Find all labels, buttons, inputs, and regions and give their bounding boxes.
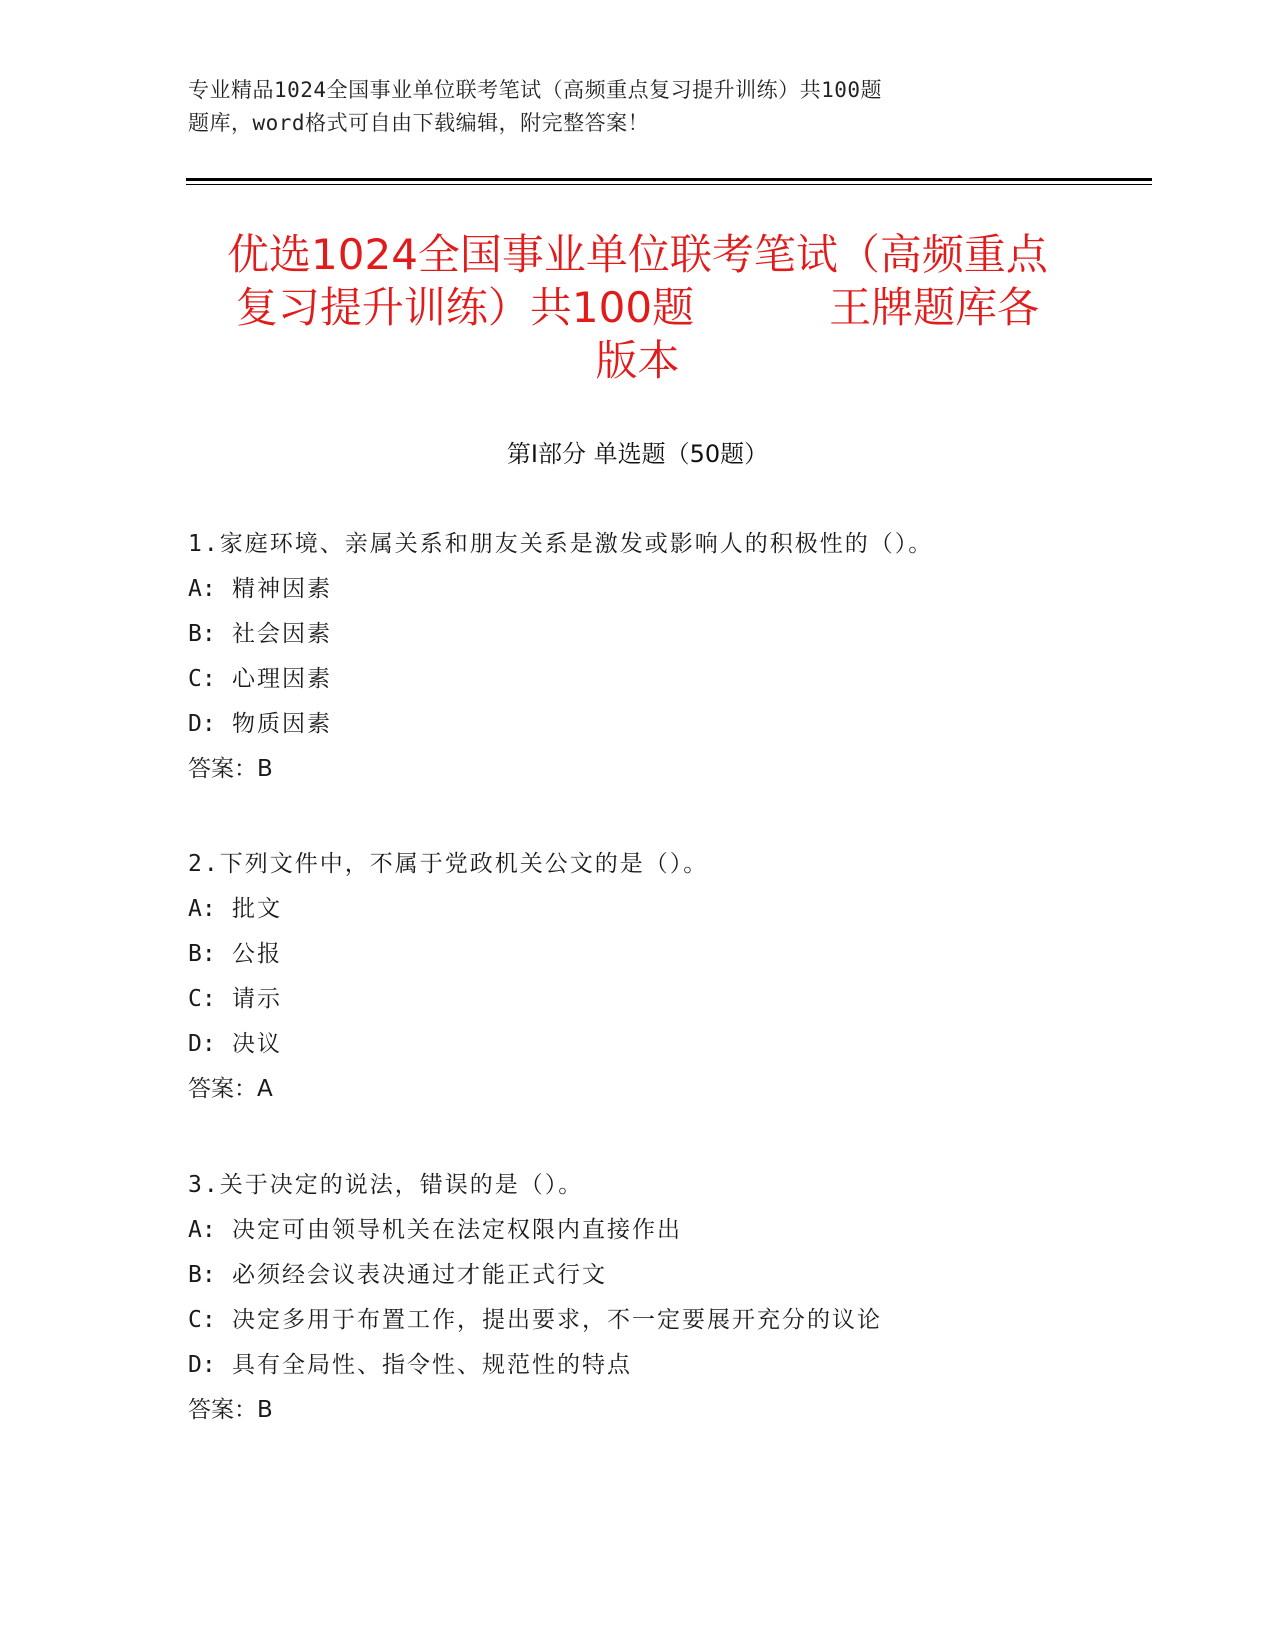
option-letter: D: [188,711,216,737]
title-line-3: 版本 [595,336,680,385]
option-text: 具有全局性、指令性、规范性的特点 [232,1352,632,1378]
option-c [188,1298,1148,1343]
option-c [188,657,1148,702]
header-note-line-2: 题库，word格式可自由下载编辑，附完整答案！ [188,111,650,135]
title-line-2-part-1: 复习提升训练）共100题 [235,283,695,332]
question-stem: 2.下列文件中，不属于党政机关公文的是（）。 [188,851,709,877]
header-note-line-1: 专业精品1024全国事业单位联考笔试（高频重点复习提升训练）共100题 [188,78,882,102]
option-a [188,887,1148,932]
option-text: 必须经会议表决通过才能正式行文 [232,1262,607,1288]
option-letter: D: [188,1352,216,1378]
option-b [188,612,1148,657]
option-a [188,1208,1148,1253]
header-rule-thin [186,184,1152,185]
answer: 答案：B [188,1397,273,1423]
option-b [188,932,1148,977]
question-3 [188,1163,1148,1433]
question-1 [188,522,1148,792]
section-title: 第Ⅰ部分 单选题（50题） [506,440,769,468]
document-title [150,228,1125,387]
option-text: 决定多用于布置工作，提出要求，不一定要展开充分的议论 [232,1307,882,1333]
option-text: 请示 [232,986,282,1012]
option-text: 心理因素 [232,666,332,692]
answer: 答案：A [188,1076,273,1102]
option-c [188,977,1148,1022]
title-line-1: 优选1024全国事业单位联考笔试（高频重点 [227,230,1048,279]
option-text: 精神因素 [232,576,332,602]
option-letter: A: [188,576,216,602]
option-text: 决议 [232,1031,282,1057]
title-line-2 [150,281,1125,334]
question-2 [188,842,1148,1112]
header-rule-thick [186,178,1152,181]
option-letter: A: [188,1217,216,1243]
question-stem: 3.关于决定的说法，错误的是（）。 [188,1172,584,1198]
option-letter: D: [188,1031,216,1057]
option-text: 社会因素 [232,621,332,647]
header-note [188,74,1048,140]
title-line-2-part-2: 王牌题库各 [829,283,1040,332]
option-b [188,1253,1148,1298]
option-d [188,1022,1148,1067]
option-letter: C: [188,1307,216,1333]
answer: 答案：B [188,756,273,782]
option-letter: A: [188,896,216,922]
option-letter: B: [188,1262,216,1288]
option-text: 物质因素 [232,711,332,737]
option-letter: C: [188,666,216,692]
option-d [188,1343,1148,1388]
option-a [188,567,1148,612]
option-text: 批文 [232,896,282,922]
option-text: 公报 [232,941,282,967]
option-letter: B: [188,621,216,647]
option-text: 决定可由领导机关在法定权限内直接作出 [232,1217,682,1243]
question-stem: 1.家庭环境、亲属关系和朋友关系是激发或影响人的积极性的（）。 [188,531,934,557]
option-letter: B: [188,941,216,967]
option-letter: C: [188,986,216,1012]
option-d [188,702,1148,747]
